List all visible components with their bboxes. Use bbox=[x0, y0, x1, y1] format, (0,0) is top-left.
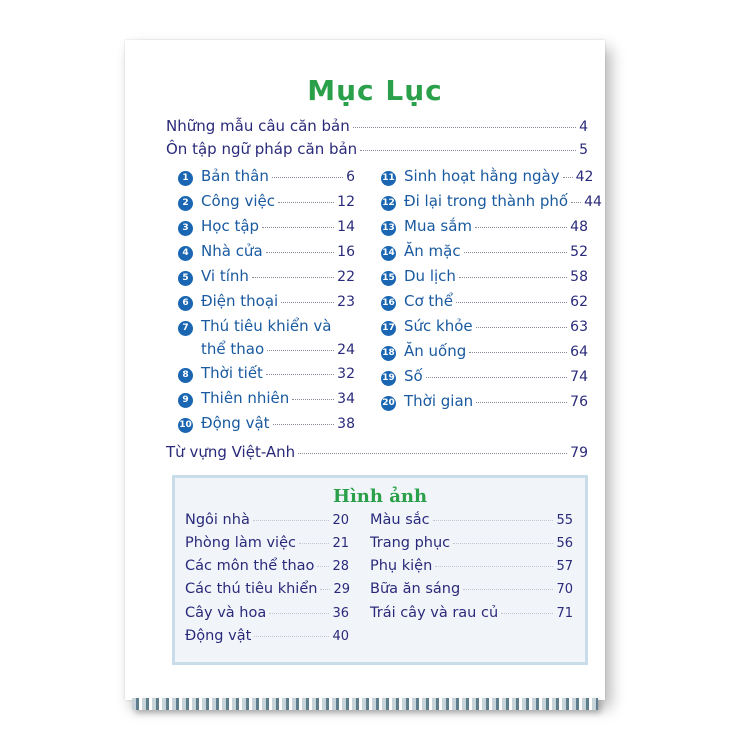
chapter-number-badge: 3 bbox=[178, 221, 193, 236]
chapter-entry bbox=[178, 267, 355, 287]
chapter-label: Ăn mặc bbox=[404, 242, 461, 260]
chapter-entry bbox=[381, 317, 588, 337]
chapter-label: Đi lại trong thành phố bbox=[404, 192, 569, 210]
leader-dots bbox=[254, 636, 329, 637]
picture-label: Bữa ăn sáng bbox=[370, 581, 461, 597]
picture-label: Ngôi nhà bbox=[185, 512, 250, 528]
picture-entry bbox=[185, 628, 349, 644]
leader-dots bbox=[266, 252, 335, 253]
chapter-entry bbox=[178, 317, 355, 337]
chapter-label: Thiên nhiên bbox=[201, 389, 290, 407]
toc-entry-label: Ôn tập ngữ pháp căn bản bbox=[166, 140, 358, 158]
picture-entry bbox=[185, 512, 349, 528]
picture-label: Trang phục bbox=[370, 535, 451, 551]
chapter-entry-continued bbox=[201, 340, 355, 358]
chapter-number-badge: 1 bbox=[178, 171, 193, 186]
chapter-number-badge: 20 bbox=[381, 396, 396, 411]
leader-dots bbox=[459, 277, 567, 278]
picture-label: Màu sắc bbox=[370, 512, 430, 528]
chapter-label: Bản thân bbox=[201, 167, 269, 185]
leader-dots bbox=[267, 350, 334, 351]
chapter-label: Thời tiết bbox=[201, 364, 263, 382]
leader-dots bbox=[262, 227, 334, 228]
chapter-page: 16 bbox=[337, 244, 355, 260]
picture-page: 56 bbox=[556, 536, 573, 551]
toc-entry-page: 5 bbox=[579, 142, 588, 158]
chapter-entry bbox=[381, 167, 594, 187]
leader-dots bbox=[252, 277, 334, 278]
chapter-number-badge: 5 bbox=[178, 271, 193, 286]
picture-label: Cây và hoa bbox=[185, 605, 267, 621]
toc-entry-label: Từ vựng Việt-Anh bbox=[166, 443, 296, 461]
chapter-page: 48 bbox=[570, 219, 588, 235]
picture-label: Động vật bbox=[185, 628, 252, 644]
chapter-number-badge: 12 bbox=[381, 196, 396, 211]
chapter-page: 38 bbox=[337, 416, 355, 432]
picture-entry bbox=[370, 558, 573, 574]
chapter-label: Mua sắm bbox=[404, 217, 473, 235]
chapter-page: 23 bbox=[337, 294, 355, 310]
chapter-entry bbox=[381, 342, 588, 362]
chapter-number-badge: 13 bbox=[381, 221, 396, 236]
leader-dots bbox=[426, 377, 567, 378]
chapter-entry bbox=[178, 242, 355, 262]
chapter-entry bbox=[178, 292, 355, 312]
chapter-label: Công việc bbox=[201, 192, 275, 210]
chapter-number-badge: 15 bbox=[381, 271, 396, 286]
chapter-entry bbox=[178, 217, 355, 237]
picture-label: Phụ kiện bbox=[370, 558, 433, 574]
leader-dots bbox=[563, 177, 573, 178]
leader-dots bbox=[292, 399, 334, 400]
chapter-page: 52 bbox=[570, 244, 588, 260]
page-edge-stripe bbox=[132, 698, 598, 710]
chapter-entry bbox=[381, 192, 602, 212]
leader-dots bbox=[273, 424, 335, 425]
chapter-label: Thời gian bbox=[404, 392, 474, 410]
page-title: Mục Lục bbox=[307, 74, 443, 107]
chapter-label: thể thao bbox=[201, 340, 265, 358]
leader-dots bbox=[266, 374, 334, 375]
chapter-label: Ăn uống bbox=[404, 342, 467, 360]
chapter-page: 42 bbox=[575, 169, 594, 185]
leader-dots bbox=[469, 352, 567, 353]
picture-page: 40 bbox=[332, 629, 349, 644]
chapter-entry bbox=[381, 267, 588, 287]
leader-dots bbox=[463, 589, 553, 590]
chapter-label: Nhà cửa bbox=[201, 242, 263, 260]
chapter-label: Điện thoại bbox=[201, 292, 279, 310]
chapter-label: Sinh hoạt hằng ngày bbox=[404, 167, 560, 185]
chapter-entry bbox=[381, 392, 588, 412]
picture-entry bbox=[185, 558, 349, 574]
leader-dots bbox=[435, 566, 553, 567]
chapter-number-badge: 6 bbox=[178, 296, 193, 311]
chapter-page: 14 bbox=[337, 219, 355, 235]
leader-dots bbox=[360, 150, 576, 151]
chapter-number-badge: 9 bbox=[178, 393, 193, 408]
chapter-entry bbox=[178, 364, 355, 384]
toc-entry-page: 4 bbox=[579, 119, 588, 135]
chapter-page: 74 bbox=[570, 369, 588, 385]
chapter-number-badge: 2 bbox=[178, 196, 193, 211]
chapter-entry bbox=[178, 389, 355, 409]
chapter-number-badge: 11 bbox=[381, 171, 396, 186]
leader-dots bbox=[269, 613, 329, 614]
picture-page: 29 bbox=[333, 582, 350, 597]
chapter-label: Số bbox=[404, 367, 423, 385]
picture-entry bbox=[370, 512, 573, 528]
picture-label: Trái cây và rau củ bbox=[370, 605, 499, 621]
leader-dots bbox=[476, 327, 568, 328]
picture-label: Các môn thể thao bbox=[185, 558, 315, 574]
chapter-entry bbox=[178, 414, 355, 434]
picture-page: 57 bbox=[556, 559, 573, 574]
chapter-label: Động vật bbox=[201, 414, 270, 432]
picture-page: 28 bbox=[332, 559, 349, 574]
leader-dots bbox=[453, 543, 553, 544]
chapter-label: Học tập bbox=[201, 217, 260, 235]
chapter-label: Vi tính bbox=[201, 267, 249, 285]
chapter-entry bbox=[381, 242, 588, 262]
leader-dots bbox=[253, 520, 330, 521]
chapter-label: Cơ thể bbox=[404, 292, 454, 310]
chapter-entry bbox=[178, 192, 355, 212]
picture-entry bbox=[185, 581, 349, 597]
picture-entry bbox=[370, 605, 573, 621]
chapter-page: 12 bbox=[337, 194, 355, 210]
leader-dots bbox=[456, 302, 567, 303]
chapter-label: Sức khỏe bbox=[404, 317, 473, 335]
chapter-page: 64 bbox=[570, 344, 588, 360]
picture-entry bbox=[185, 535, 349, 551]
picture-entry bbox=[370, 535, 573, 551]
leader-dots bbox=[475, 227, 567, 228]
picture-entry bbox=[370, 581, 573, 597]
chapter-number-badge: 17 bbox=[381, 321, 396, 336]
leader-dots bbox=[320, 589, 330, 590]
toc-entry-label: Những mẫu câu căn bản bbox=[166, 117, 350, 135]
leader-dots bbox=[272, 177, 343, 178]
leader-dots bbox=[317, 566, 329, 567]
chapter-number-badge: 14 bbox=[381, 246, 396, 261]
leader-dots bbox=[299, 543, 329, 544]
chapter-page: 22 bbox=[337, 269, 355, 285]
chapter-page: 58 bbox=[570, 269, 588, 285]
chapter-number-badge: 8 bbox=[178, 368, 193, 383]
chapter-entry bbox=[381, 367, 588, 387]
picture-page: 20 bbox=[332, 513, 349, 528]
picture-label: Phòng làm việc bbox=[185, 535, 296, 551]
leader-dots bbox=[281, 302, 334, 303]
picture-page: 36 bbox=[332, 606, 349, 621]
chapter-entry bbox=[178, 167, 355, 187]
chapter-number-badge: 19 bbox=[381, 371, 396, 386]
chapter-label: Thú tiêu khiển và bbox=[201, 317, 332, 335]
picture-page: 71 bbox=[556, 606, 573, 621]
chapter-number-badge: 18 bbox=[381, 346, 396, 361]
chapter-page: 34 bbox=[337, 391, 355, 407]
leader-dots bbox=[571, 202, 581, 203]
chapter-number-badge: 4 bbox=[178, 246, 193, 261]
toc-entry-vocabulary bbox=[166, 443, 588, 461]
toc-entry bbox=[166, 140, 588, 158]
chapter-entry bbox=[381, 217, 588, 237]
picture-page: 21 bbox=[332, 536, 349, 551]
chapter-page: 44 bbox=[584, 194, 602, 210]
chapter-page: 24 bbox=[337, 342, 355, 358]
picture-page: 55 bbox=[556, 513, 573, 528]
chapter-number-badge: 10 bbox=[178, 418, 193, 433]
leader-dots bbox=[501, 613, 553, 614]
leader-dots bbox=[476, 402, 567, 403]
leader-dots bbox=[464, 252, 568, 253]
chapter-entry bbox=[381, 292, 588, 312]
leader-dots bbox=[433, 520, 554, 521]
chapter-page: 6 bbox=[346, 169, 355, 185]
picture-entry bbox=[185, 605, 349, 621]
toc-entry-page: 79 bbox=[570, 445, 588, 461]
chapter-page: 32 bbox=[337, 366, 355, 382]
chapter-page: 63 bbox=[570, 319, 588, 335]
picture-label: Các thú tiêu khiển bbox=[185, 581, 318, 597]
toc-entry bbox=[166, 117, 588, 135]
picture-page: 70 bbox=[556, 582, 573, 597]
pictures-title: Hình ảnh bbox=[332, 486, 428, 507]
leader-dots bbox=[353, 127, 576, 128]
chapter-label: Du lịch bbox=[404, 267, 456, 285]
chapter-number-badge: 7 bbox=[178, 321, 193, 336]
chapter-number-badge: 16 bbox=[381, 296, 396, 311]
chapter-page: 62 bbox=[570, 294, 588, 310]
leader-dots bbox=[298, 453, 567, 454]
chapter-page: 76 bbox=[570, 394, 588, 410]
leader-dots bbox=[278, 202, 334, 203]
